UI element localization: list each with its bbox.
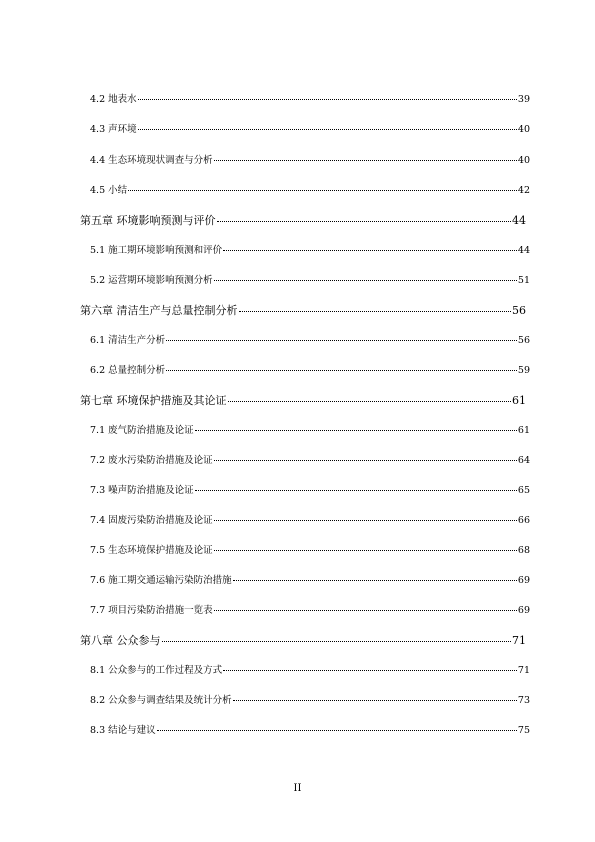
dot-leader <box>195 490 517 491</box>
toc-entry-title: 6.2 总量控制分析 <box>90 365 166 376</box>
toc-entry-7-5[interactable] <box>90 546 530 556</box>
toc-entry-page: 69 <box>517 575 530 586</box>
dot-leader <box>233 580 517 581</box>
dot-leader <box>214 280 517 281</box>
toc-chapter-title: 第七章 环境保护措施及其论证 <box>80 394 227 407</box>
toc-entry-page: 56 <box>517 335 530 346</box>
toc-entry-title: 8.1 公众参与的工作过程及方式 <box>90 665 223 676</box>
page-number: II <box>293 783 302 794</box>
toc-entry-4-4[interactable] <box>90 156 530 166</box>
toc-entry-title: 4.2 地表水 <box>90 94 137 105</box>
dot-leader <box>166 370 517 371</box>
dot-leader <box>223 250 517 251</box>
toc-entry-title: 7.5 生态环境保护措施及论证 <box>90 545 213 556</box>
toc-entry-page: 65 <box>517 485 530 496</box>
toc-entry-8-3[interactable] <box>90 726 530 736</box>
toc-entry-title: 4.5 小结 <box>90 185 128 196</box>
toc-entry-title: 5.2 运营期环境影响预测分析 <box>90 275 213 286</box>
toc-entry-page: 71 <box>517 665 530 676</box>
toc-chapter-page: 44 <box>512 214 526 227</box>
dot-leader <box>214 520 517 521</box>
toc-entry-page: 73 <box>517 695 530 706</box>
toc-entry-title: 4.3 声环境 <box>90 124 137 135</box>
toc-entry-title: 7.4 固废污染防治措施及论证 <box>90 515 213 526</box>
toc-entry-title: 8.2 公众参与调查结果及统计分析 <box>90 695 232 706</box>
toc-entry-6-1[interactable] <box>90 336 530 346</box>
toc-entry-6-2[interactable] <box>90 366 530 376</box>
toc-entry-page: 59 <box>517 365 530 376</box>
toc-entry-page: 40 <box>517 155 530 166</box>
toc-entry-title: 7.1 废气防治措施及论证 <box>90 425 194 436</box>
toc-entry-page: 75 <box>517 725 530 736</box>
toc-entry-7-2[interactable] <box>90 456 530 466</box>
dot-leader <box>138 129 517 130</box>
dot-leader <box>214 550 517 551</box>
dot-leader <box>195 430 517 431</box>
toc-entry-title: 8.3 结论与建议 <box>90 725 156 736</box>
toc-entry-page: 68 <box>517 545 530 556</box>
toc-entry-4-3[interactable] <box>90 125 530 135</box>
toc-entry-7-3[interactable] <box>90 486 530 496</box>
toc-entry-page: 51 <box>517 275 530 286</box>
toc-chapter-title: 第八章 公众参与 <box>80 634 161 647</box>
dot-leader <box>128 190 517 191</box>
toc-entry-4-5[interactable] <box>90 186 530 196</box>
toc-entry-page: 61 <box>517 425 530 436</box>
toc-chapter-page: 56 <box>512 304 526 317</box>
toc-entry-page: 69 <box>517 605 530 616</box>
toc-entry-page: 42 <box>517 185 530 196</box>
toc-entry-page: 40 <box>517 124 530 135</box>
dot-leader <box>166 340 517 341</box>
dot-leader <box>233 700 517 701</box>
toc-entry-title: 7.2 废水污染防治措施及论证 <box>90 455 213 466</box>
toc-entry-5-2[interactable] <box>90 276 530 286</box>
toc-entry-8-2[interactable] <box>90 696 530 706</box>
toc-chapter-6[interactable] <box>80 305 526 316</box>
dot-leader <box>162 641 512 642</box>
dot-leader <box>214 160 517 161</box>
toc-entry-4-2[interactable] <box>90 95 530 105</box>
toc-entry-page: 66 <box>517 515 530 526</box>
toc-entry-5-1[interactable] <box>90 246 530 256</box>
toc-entry-title: 7.6 施工期交通运输污染防治措施 <box>90 575 232 586</box>
toc-chapter-8[interactable] <box>80 635 526 646</box>
toc-chapter-5[interactable] <box>80 215 526 226</box>
toc-entry-7-1[interactable] <box>90 426 530 436</box>
toc-chapter-title: 第五章 环境影响预测与评价 <box>80 214 216 227</box>
toc-entry-title: 4.4 生态环境现状调查与分析 <box>90 155 213 166</box>
dot-leader <box>138 99 517 100</box>
toc-entry-8-1[interactable] <box>90 666 530 676</box>
dot-leader <box>239 311 512 312</box>
toc-chapter-page: 71 <box>512 634 526 647</box>
toc-entry-title: 6.1 清洁生产分析 <box>90 335 166 346</box>
toc-entry-page: 64 <box>517 455 530 466</box>
dot-leader <box>157 730 517 731</box>
dot-leader <box>214 610 517 611</box>
toc-entry-title: 7.7 项目污染防治措施一览表 <box>90 605 213 616</box>
dot-leader <box>217 221 512 222</box>
toc-chapter-title: 第六章 清洁生产与总量控制分析 <box>80 304 238 317</box>
toc-entry-7-7[interactable] <box>90 606 530 616</box>
toc-entry-7-4[interactable] <box>90 516 530 526</box>
toc-entry-page: 39 <box>517 94 530 105</box>
toc-chapter-page: 61 <box>512 394 526 407</box>
dot-leader <box>223 670 517 671</box>
dot-leader <box>228 401 512 402</box>
toc-entry-title: 5.1 施工期环境影响预测和评价 <box>90 245 223 256</box>
toc-entry-page: 44 <box>517 245 530 256</box>
toc-chapter-7[interactable] <box>80 395 526 406</box>
toc-entry-title: 7.3 噪声防治措施及论证 <box>90 485 194 496</box>
toc-entry-7-6[interactable] <box>90 576 530 586</box>
dot-leader <box>214 460 517 461</box>
